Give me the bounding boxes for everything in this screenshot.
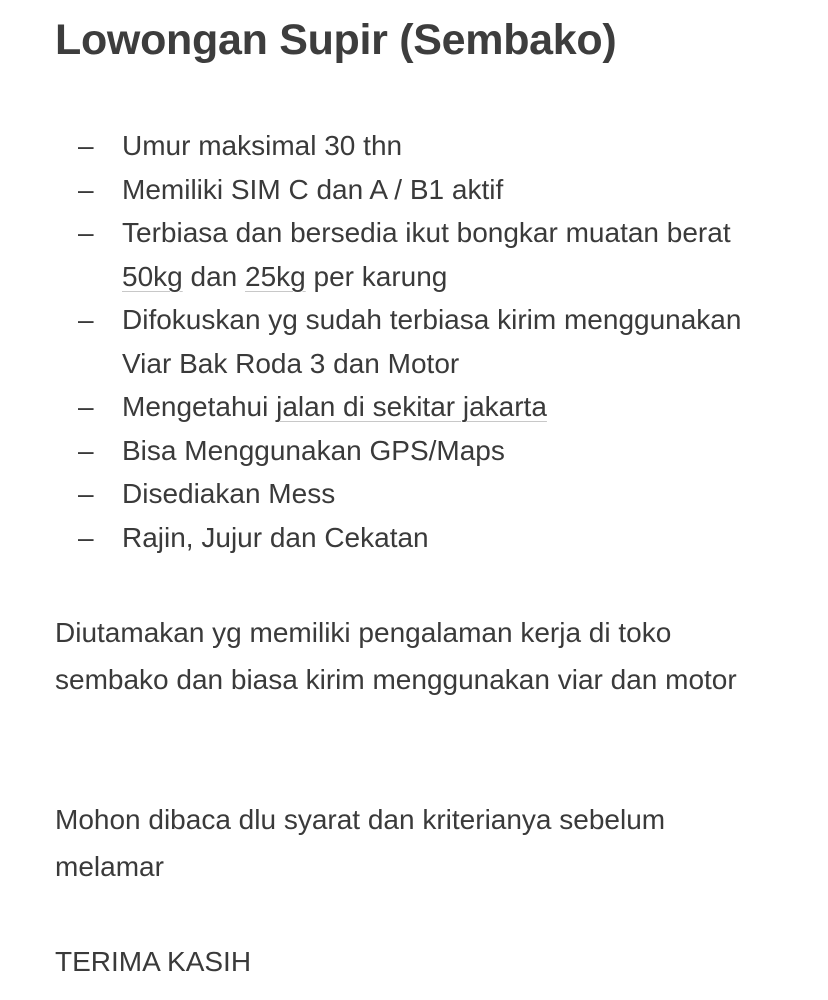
text-segment: Terbiasa dan bersedia ikut bongkar muatan berat xyxy=(122,217,731,248)
dash-bullet: – xyxy=(78,521,94,553)
requirement-text: Difokuskan yg sudah terbiasa kirim menggunakan Viar Bak Roda 3 dan Motor xyxy=(122,304,742,379)
list-item xyxy=(78,211,778,298)
dash-bullet: – xyxy=(78,304,94,335)
dash-bullet: – xyxy=(78,217,94,248)
dash-bullet: – xyxy=(78,391,94,422)
text-segment: dan xyxy=(182,260,245,292)
list-item xyxy=(78,516,778,560)
list-item xyxy=(78,124,778,168)
closing-text: TERIMA KASIH xyxy=(55,946,252,977)
dash-bullet: – xyxy=(78,478,94,509)
dash-bullet: – xyxy=(78,173,94,205)
requirement-text: Rajin, Jujur dan Cekatan xyxy=(122,521,429,553)
underlined-weight-50kg: 50kg xyxy=(122,260,183,292)
requirement-text: Disediakan Mess xyxy=(122,478,336,509)
text-segment: per karung xyxy=(305,260,448,292)
preference-paragraph: Diutamakan yg memiliki pengalaman kerja di toko sembako dan biasa kirim menggunakan viar dan motor xyxy=(55,617,737,695)
list-item xyxy=(78,298,778,385)
list-item xyxy=(78,472,778,516)
notice-paragraph: Mohon dibaca dlu syarat dan kriterianya sebelum melamar xyxy=(55,804,666,882)
list-item xyxy=(78,385,778,429)
requirement-text: Bisa Menggunakan GPS/Maps xyxy=(122,434,505,466)
requirements-list xyxy=(78,124,778,559)
underlined-weight-25kg: 25kg xyxy=(245,260,306,292)
requirement-text: Memiliki SIM C dan A / B1 aktif xyxy=(122,173,504,205)
underlined-location: jalan di sekitar jakarta xyxy=(276,391,547,422)
list-item xyxy=(78,429,778,473)
requirement-text xyxy=(122,385,778,429)
requirement-text xyxy=(122,211,778,298)
dash-bullet: – xyxy=(78,434,94,466)
list-item xyxy=(78,168,778,212)
text-segment: Mengetahui xyxy=(122,391,277,422)
page-title: Lowongan Supir (Sembako) xyxy=(55,16,617,64)
dash-bullet: – xyxy=(78,130,94,161)
requirement-text: Umur maksimal 30 thn xyxy=(122,130,403,161)
